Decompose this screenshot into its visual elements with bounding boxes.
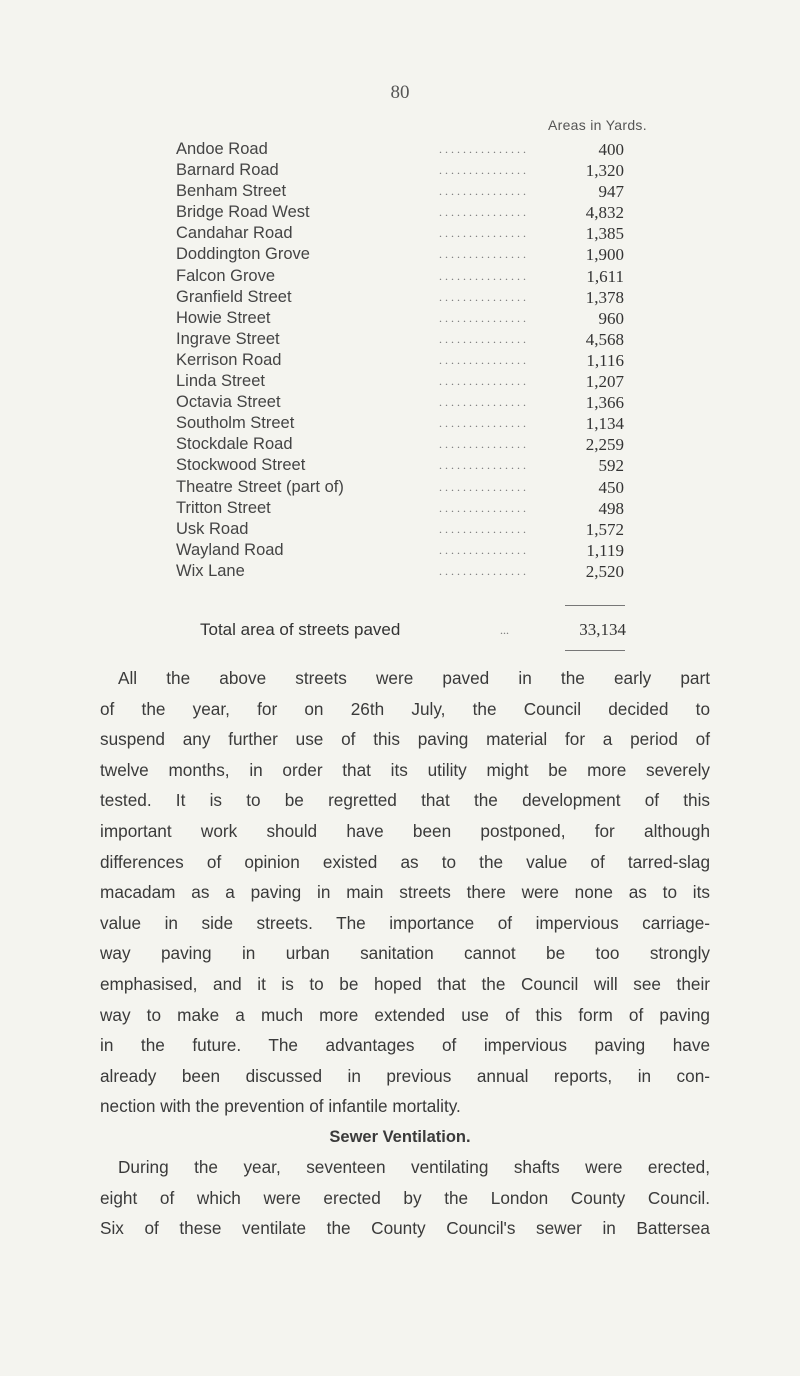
dot-leader: . . . . . . . . . . . . . . . — [439, 142, 526, 156]
street-name: Wayland Road — [176, 540, 288, 561]
text-line: already been discussed in previous annual reports, in con- — [100, 1065, 710, 1086]
street-area: 450 — [598, 477, 624, 497]
street-name: Ingrave Street — [176, 329, 284, 350]
dot-leader: . . . . . . . . . . . . . . . — [439, 226, 526, 241]
subtotal-rule — [565, 605, 625, 606]
street-name: Theatre Street (part of) — [176, 477, 348, 498]
street-area: 1,385 — [585, 224, 624, 244]
dot-leader: . . . . . . . . . . . . . . . — [439, 247, 526, 262]
street-area: 960 — [598, 308, 624, 328]
street-name: Falcon Grove — [176, 266, 279, 287]
table-row — [176, 329, 626, 350]
street-area: 1,116 — [586, 350, 624, 370]
column-header: Areas in Yards. — [548, 117, 647, 133]
street-name: Stockdale Road — [176, 434, 297, 455]
street-name: Octavia Street — [176, 392, 285, 413]
street-area: 2,259 — [585, 435, 624, 455]
street-name: Andoe Road — [176, 139, 272, 160]
dot-leader: . . . . . . . . . . . . . . . — [439, 437, 526, 452]
table-row — [176, 519, 626, 540]
table-row — [176, 202, 626, 223]
street-name: Howie Street — [176, 308, 274, 329]
street-name: Tritton Street — [176, 498, 275, 519]
street-area: 400 — [598, 140, 624, 159]
street-name: Wix Lane — [176, 561, 249, 582]
dot-leader: . . . . . . . . . . . . . . . — [439, 416, 526, 431]
paragraph-sewer-ventilation — [100, 1152, 710, 1244]
table-row — [176, 266, 626, 287]
dot-leader: . . . . . . . . . . . . . . . — [439, 563, 526, 578]
dot-leader: . . . . . . . . . . . . . . . — [439, 289, 526, 304]
table-row — [176, 561, 626, 582]
street-area: 1,900 — [585, 245, 624, 265]
street-area: 4,568 — [585, 329, 624, 349]
street-area: 4,832 — [585, 203, 624, 223]
street-name: Kerrison Road — [176, 350, 285, 371]
page-number: 80 — [390, 82, 410, 103]
table-row — [176, 413, 626, 434]
street-area: 1,320 — [585, 161, 624, 181]
text-line: tested. It is to be regretted that the development of this — [100, 790, 710, 811]
dot-leader: . . . . . . . . . . . . . . . — [439, 205, 526, 220]
text-line: suspend any further use of this paving material for a period of — [100, 729, 710, 750]
text-line: eight of which were erected by the London County Council. — [100, 1187, 710, 1208]
table-row — [176, 498, 626, 519]
text-line: way paving in urban sanitation cannot be too strongly — [100, 943, 710, 964]
text-line: value in side streets. The importance of impervious carriage- — [100, 912, 710, 933]
table-row — [176, 160, 626, 181]
text-line: way to make a much more extended use of this form of paving — [100, 1004, 710, 1025]
total-label: Total area of streets paved — [200, 620, 401, 639]
table-row — [176, 308, 626, 329]
text-line: important work should have been postponed, for although — [100, 820, 710, 841]
text-line: twelve months, in order that its utility might be more severely — [100, 759, 710, 780]
street-name: Doddington Grove — [176, 244, 314, 265]
table-row — [176, 455, 626, 476]
street-area: 1,207 — [585, 372, 624, 392]
table-row — [176, 477, 626, 498]
street-name: Linda Street — [176, 371, 269, 392]
text-line: of the year, for on 26th July, the Council decided to — [100, 698, 710, 719]
street-name: Stockwood Street — [176, 455, 309, 476]
dot-leader: . . . . . . . . . . . . . . . — [439, 331, 526, 346]
dot-leader: . . . . . . . . . . . . . . . — [439, 184, 526, 199]
table-row — [176, 139, 626, 160]
dot-leader: . . . . . . . . . . . . . . . — [439, 521, 526, 536]
table-row — [176, 371, 626, 392]
text-line: During the year, seventeen ventilating shafts were erected, — [118, 1157, 710, 1177]
text-line: in the future. The advantages of impervious paving have — [100, 1035, 710, 1056]
dot-leader: . . . . . . . . . . . . . . . — [439, 268, 526, 283]
table-row — [176, 181, 626, 202]
total-row — [200, 618, 626, 642]
table-row — [176, 223, 626, 244]
table-row — [176, 244, 626, 265]
street-name: Usk Road — [176, 519, 252, 540]
street-name: Granfield Street — [176, 287, 296, 308]
street-area-table — [176, 139, 626, 582]
table-row — [176, 350, 626, 371]
street-area: 1,119 — [586, 540, 624, 560]
street-area: 1,134 — [585, 414, 624, 434]
table-row — [176, 434, 626, 455]
street-area: 1,572 — [585, 519, 624, 539]
dot-leader: . . . . . . . . . . . . . . . — [439, 374, 526, 389]
street-area: 1,366 — [585, 393, 624, 413]
street-name: Southolm Street — [176, 413, 298, 434]
street-name: Benham Street — [176, 181, 290, 202]
street-area: 947 — [598, 182, 624, 202]
total-leader: ... — [500, 623, 509, 637]
street-area: 498 — [598, 498, 624, 518]
dot-leader: . . . . . . . . . . . . . . . — [439, 310, 526, 325]
street-area: 1,378 — [585, 287, 624, 307]
street-area: 592 — [598, 456, 624, 476]
total-value: 33,134 — [579, 620, 626, 639]
total-rule — [565, 650, 625, 651]
dot-leader: . . . . . . . . . . . . . . . — [439, 352, 526, 367]
dot-leader: . . . . . . . . . . . . . . . — [439, 163, 526, 178]
street-name: Candahar Road — [176, 223, 297, 244]
text-line: All the above streets were paved in the early part — [118, 668, 710, 688]
street-area: 2,520 — [585, 561, 624, 581]
text-line: nection with the prevention of infantile mortality. — [100, 1096, 461, 1117]
dot-leader: . . . . . . . . . . . . . . . — [439, 542, 526, 557]
street-name: Bridge Road West — [176, 202, 314, 223]
text-line: emphasised, and it is to be hoped that the Council will see their — [100, 973, 710, 994]
dot-leader: . . . . . . . . . . . . . . . — [439, 458, 526, 473]
text-line: macadam as a paving in main streets there were none as to its — [100, 882, 710, 903]
table-row — [176, 540, 626, 561]
table-row — [176, 287, 626, 308]
street-area: 1,611 — [586, 266, 624, 286]
text-line: Six of these ventilate the County Council's sewer in Battersea — [100, 1218, 710, 1239]
paragraph-paving — [100, 663, 710, 1122]
dot-leader: . . . . . . . . . . . . . . . — [439, 500, 526, 515]
dot-leader: . . . . . . . . . . . . . . . — [439, 479, 526, 494]
section-heading: Sewer Ventilation. — [329, 1128, 471, 1146]
text-line: differences of opinion existed as to the value of tarred-slag — [100, 851, 710, 872]
table-row — [176, 392, 626, 413]
dot-leader: . . . . . . . . . . . . . . . — [439, 395, 526, 410]
street-name: Barnard Road — [176, 160, 283, 181]
